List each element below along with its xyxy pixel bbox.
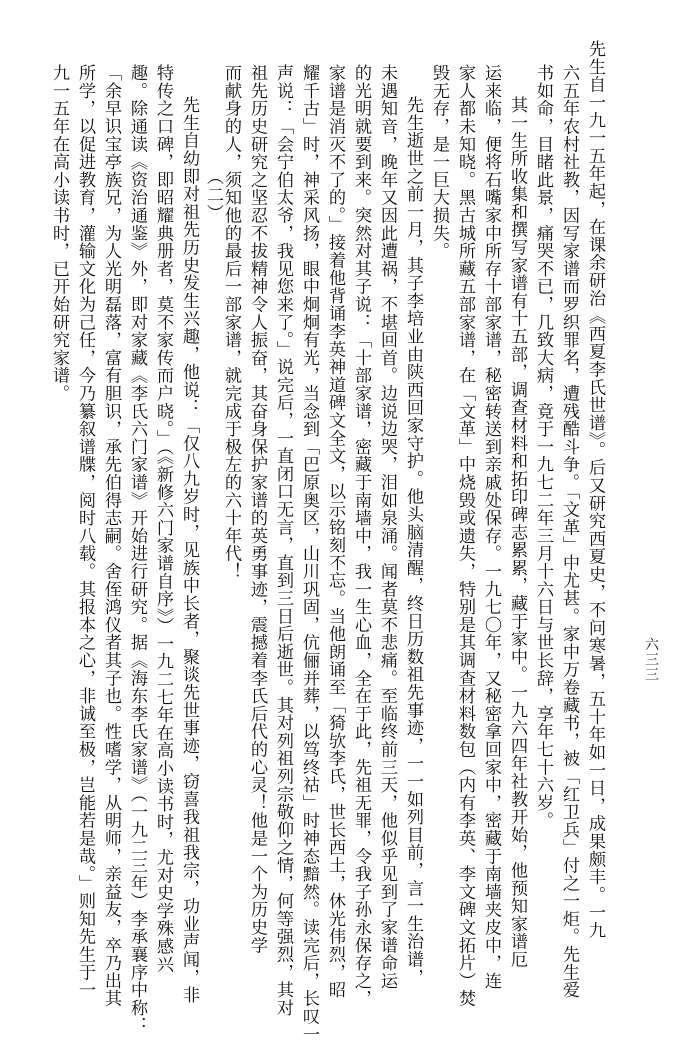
text-column-2: 六五年农村社教，因写家谱而罗织罪名，遭残酷斗争。「文革」中尤甚。家中万卷藏书，被「红卫兵」付之一炬。先生爱 [559,64,579,999]
text-column-21: 九一五年在高小读书时，已开始研究家谱。 [49,64,69,403]
page-number: 六三三 [643,637,659,682]
text-column-17: 特传之口碑，即昭耀典册者，莫不家传而户晓。」（《新修六门家谱自序》）一九二七年在高小读书时，尤对史学殊感兴 [153,64,173,973]
text-column-6: 家人都未知晓。黑古城所藏五部家谱，在「文革」中烧毁或遗失，特别是其调查材料数包（内有李英、李文碑文拓片）焚 [455,64,475,1008]
text-column-20: 所学，以促进教育，灌输文化为己任，今乃纂叙谱牒，阅时八载。其报本之心，非诚至极，岂能若是哉。」则知先生于一 [75,64,95,999]
text-column-4: 其一生所收集和撰写家谱有十五部，调查材料和拓印碑志累累，藏于家中。一九六四年社教开始，他预知家谱厄 [507,96,527,969]
text-column-16: 先生自幼即对祖先历史发生兴趣，他说：「仅八九岁时，见族中长者，聚谈先世事迹，窃喜我祖我宗，功业声闻，非 [179,96,199,1004]
text-column-10: 的光明就要到来。突然对其子说：「十部家谱，密藏于南墙中，我一生心血，全在于此，先祖无罪，令我子孙永保存之， [351,64,371,1008]
text-column-18: 趣。除通读《资治通鉴》外，即对家藏《李氏六门家谱》开始进行研究。据《海东李氏家谱》（一九二三年）李承襄序中称： [127,64,147,1035]
text-column-1: 先生自一九一五年起，在课余研治《西夏李氏世谱》。后又研究西夏史，不问寒暑，五十年如一日，成果颇丰。一九 [585,40,605,940]
text-column-11: 家谱是消灭不了的。」接着他背诵李英神道碑文全文，以示铭刻不忘。当他朗诵至「猗欤李氏，世长西土，休光伟烈，昭 [325,64,345,999]
text-column-14: 祖先历史研究之坚忍不拔精神令人振奋，其奋身保护家谱的英勇事迹，震撼着李氏后代的心灵！他是一个为历史学 [247,64,267,954]
text-column-8: 先生逝世之前一月，其子李培业由陕西回家守护。他头脑清醒，终日历数祖先事迹，一一如列目前，言一生治谱， [403,96,423,986]
text-column-12: 耀千古」时，神采风扬，眼中炯炯有光，当念到「巴原奥区，山川巩固，伉俪并葬，以笃终祜」时神态黯然。读完后，长叹一 [299,64,319,1043]
text-column-15: 而献身的人，须知他的最后一部家谱，就完成于极左的六十年代！ [221,64,241,581]
text-column-7: 毁无存，是一巨大损失。 [429,64,449,260]
text-column-5: 运来临，便将石嘴家中所存十部家谱，秘密转送到亲戚处保存。一九七〇年，又秘密拿回家中，密藏于南墙夹皮中，连 [481,64,501,990]
text-column-9: 未遇知音，晚年又因此遭祸，不堪回首。边说边哭，泪如泉涌。闻者莫不悲痛。至临终前三天，他似乎见到了家谱命运 [377,64,397,990]
text-column-13: 声说：「会宁伯太爷，我见您来了。」说完后，一直闭口无言，直到三日后逝世。其对列祖列宗敬仰之情，何等强烈，其对 [273,64,293,1017]
text-column-3: 书如命，目睹此景，痛哭不已，几致大病，竟于一九七二年三月十六日与世长辞，享年七十六岁。 [533,64,553,830]
text-column-19: 「余早识宝亭族兄，为人光明磊落，富有胆识，承先伯得志嗣。舍侄鸿仪者其子也。性嗜学，从明师，亲益友，卒乃出其 [101,64,121,1008]
section-heading: （二） [203,168,223,222]
